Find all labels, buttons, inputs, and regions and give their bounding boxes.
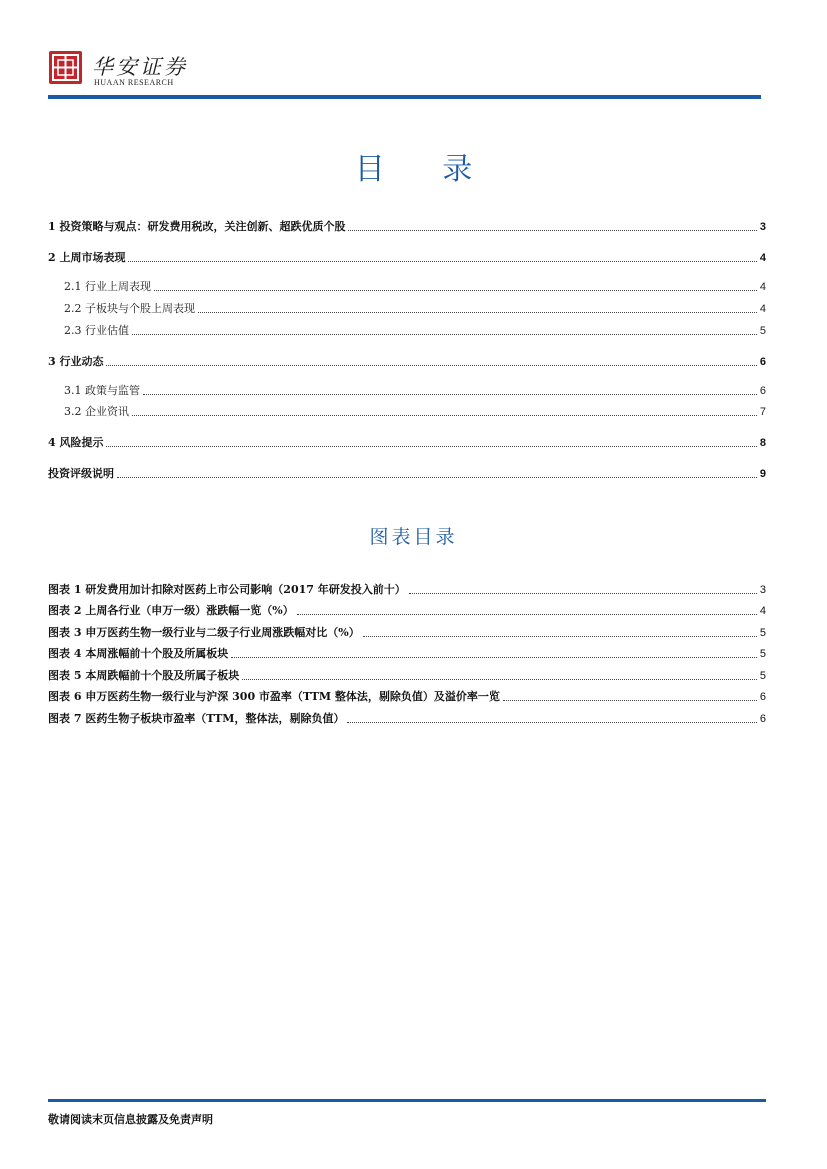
figure-entry-label: 图表 5 本周跌幅前十个股及所属子板块 <box>48 669 240 682</box>
toc-entry-page: 6 <box>759 385 766 397</box>
toc-subentry[interactable] <box>64 278 766 294</box>
toc-entry-page: 9 <box>759 468 766 480</box>
figure-entry-label: 图表 3 申万医药生物一级行业与二级子行业周涨跌幅对比（%） <box>48 626 360 639</box>
toc-leader-dots <box>106 445 756 447</box>
figure-entry[interactable] <box>48 581 766 597</box>
page-header <box>48 48 761 100</box>
toc-title: 目 录 <box>354 152 497 187</box>
logo-english-name: HUAAN RESEARCH <box>94 78 174 87</box>
figure-entry-page: 3 <box>759 584 766 596</box>
figure-entry-label: 图表 7 医药生物子板块市盈率（TTM，整体法，剔除负值） <box>48 712 345 725</box>
toc-leader-dots <box>409 592 757 594</box>
toc-entry-label: 2 上周市场表现 <box>48 251 126 264</box>
toc-subentry[interactable] <box>64 382 766 398</box>
toc-leader-dots <box>106 364 756 366</box>
toc-leader-dots <box>231 656 757 658</box>
toc-leader-dots <box>128 260 756 262</box>
toc-leader-dots <box>117 476 757 478</box>
huaan-logo-icon <box>49 51 82 84</box>
toc-entry-label: 3 行业动态 <box>48 355 104 368</box>
toc-entry-page: 4 <box>759 303 766 315</box>
toc-entry-page: 4 <box>759 252 766 264</box>
toc-entry-label: 2.3 行业估值 <box>64 324 129 337</box>
figure-entry-page: 6 <box>759 691 766 703</box>
toc-leader-dots <box>242 678 757 680</box>
toc-subentry[interactable] <box>64 300 766 316</box>
toc-entry-label: 3.1 政策与监管 <box>64 384 140 397</box>
figure-entry[interactable] <box>48 645 766 661</box>
figure-entry-label: 图表 1 研发费用加计扣除对医药上市公司影响（2017 年研发投入前十） <box>48 583 406 596</box>
toc-entry[interactable] <box>48 465 766 481</box>
toc-leader-dots <box>297 613 757 615</box>
toc-entry[interactable] <box>48 353 766 369</box>
logo-chinese-name: 华安证券 <box>92 55 188 79</box>
figure-entry[interactable] <box>48 602 766 618</box>
figures-toc-title: 图表目录 <box>369 526 458 548</box>
toc-entry-page: 6 <box>759 356 766 368</box>
toc-entry[interactable] <box>48 218 766 234</box>
toc-subentry[interactable] <box>64 322 766 338</box>
toc-entry-page: 7 <box>759 406 766 418</box>
figure-entry[interactable] <box>48 710 766 726</box>
toc-leader-dots <box>347 721 756 723</box>
toc-entry-label: 投资评级说明 <box>48 467 114 480</box>
figure-entry-label: 图表 6 申万医药生物一级行业与沪深 300 市盈率（TTM 整体法，剔除负值）及溢价率一览 <box>48 690 500 703</box>
toc-entry-page: 4 <box>759 281 766 293</box>
figure-entry-page: 6 <box>759 713 766 725</box>
figure-entry-label: 图表 2 上周各行业（申万一级）涨跌幅一览（%） <box>48 604 294 617</box>
figure-entry-page: 5 <box>759 648 766 660</box>
toc-subentry[interactable] <box>64 403 766 419</box>
toc-leader-dots <box>348 229 756 231</box>
figure-entry-page: 5 <box>759 670 766 682</box>
toc-entry-page: 8 <box>759 437 766 449</box>
toc-leader-dots <box>198 311 757 313</box>
toc-entry-label: 1 投资策略与观点：研发费用税改，关注创新、超跌优质个股 <box>48 220 346 233</box>
footer-divider <box>48 1099 766 1102</box>
toc-entry-label: 2.2 子板块与个股上周表现 <box>64 302 195 315</box>
toc-leader-dots <box>363 635 757 637</box>
figure-entry[interactable] <box>48 688 766 704</box>
toc-leader-dots <box>154 289 757 291</box>
toc-entry-page: 3 <box>759 221 766 233</box>
toc-entry-label: 4 风险提示 <box>48 436 104 449</box>
toc-entry-page: 5 <box>759 325 766 337</box>
footer-disclaimer: 敬请阅读末页信息披露及免责声明 <box>48 1113 213 1126</box>
figure-entry[interactable] <box>48 667 766 683</box>
toc-entry[interactable] <box>48 249 766 265</box>
figure-entry-page: 5 <box>759 627 766 639</box>
header-divider <box>48 95 761 99</box>
toc-leader-dots <box>503 699 757 701</box>
figure-entry[interactable] <box>48 624 766 640</box>
toc-entry[interactable] <box>48 434 766 450</box>
figure-entry-page: 4 <box>759 605 766 617</box>
figure-entry-label: 图表 4 本周涨幅前十个股及所属板块 <box>48 647 229 660</box>
toc-leader-dots <box>143 393 757 395</box>
toc-leader-dots <box>132 414 757 416</box>
toc-entry-label: 3.2 企业资讯 <box>64 405 129 418</box>
toc-entry-label: 2.1 行业上周表现 <box>64 280 151 293</box>
toc-leader-dots <box>132 333 757 335</box>
